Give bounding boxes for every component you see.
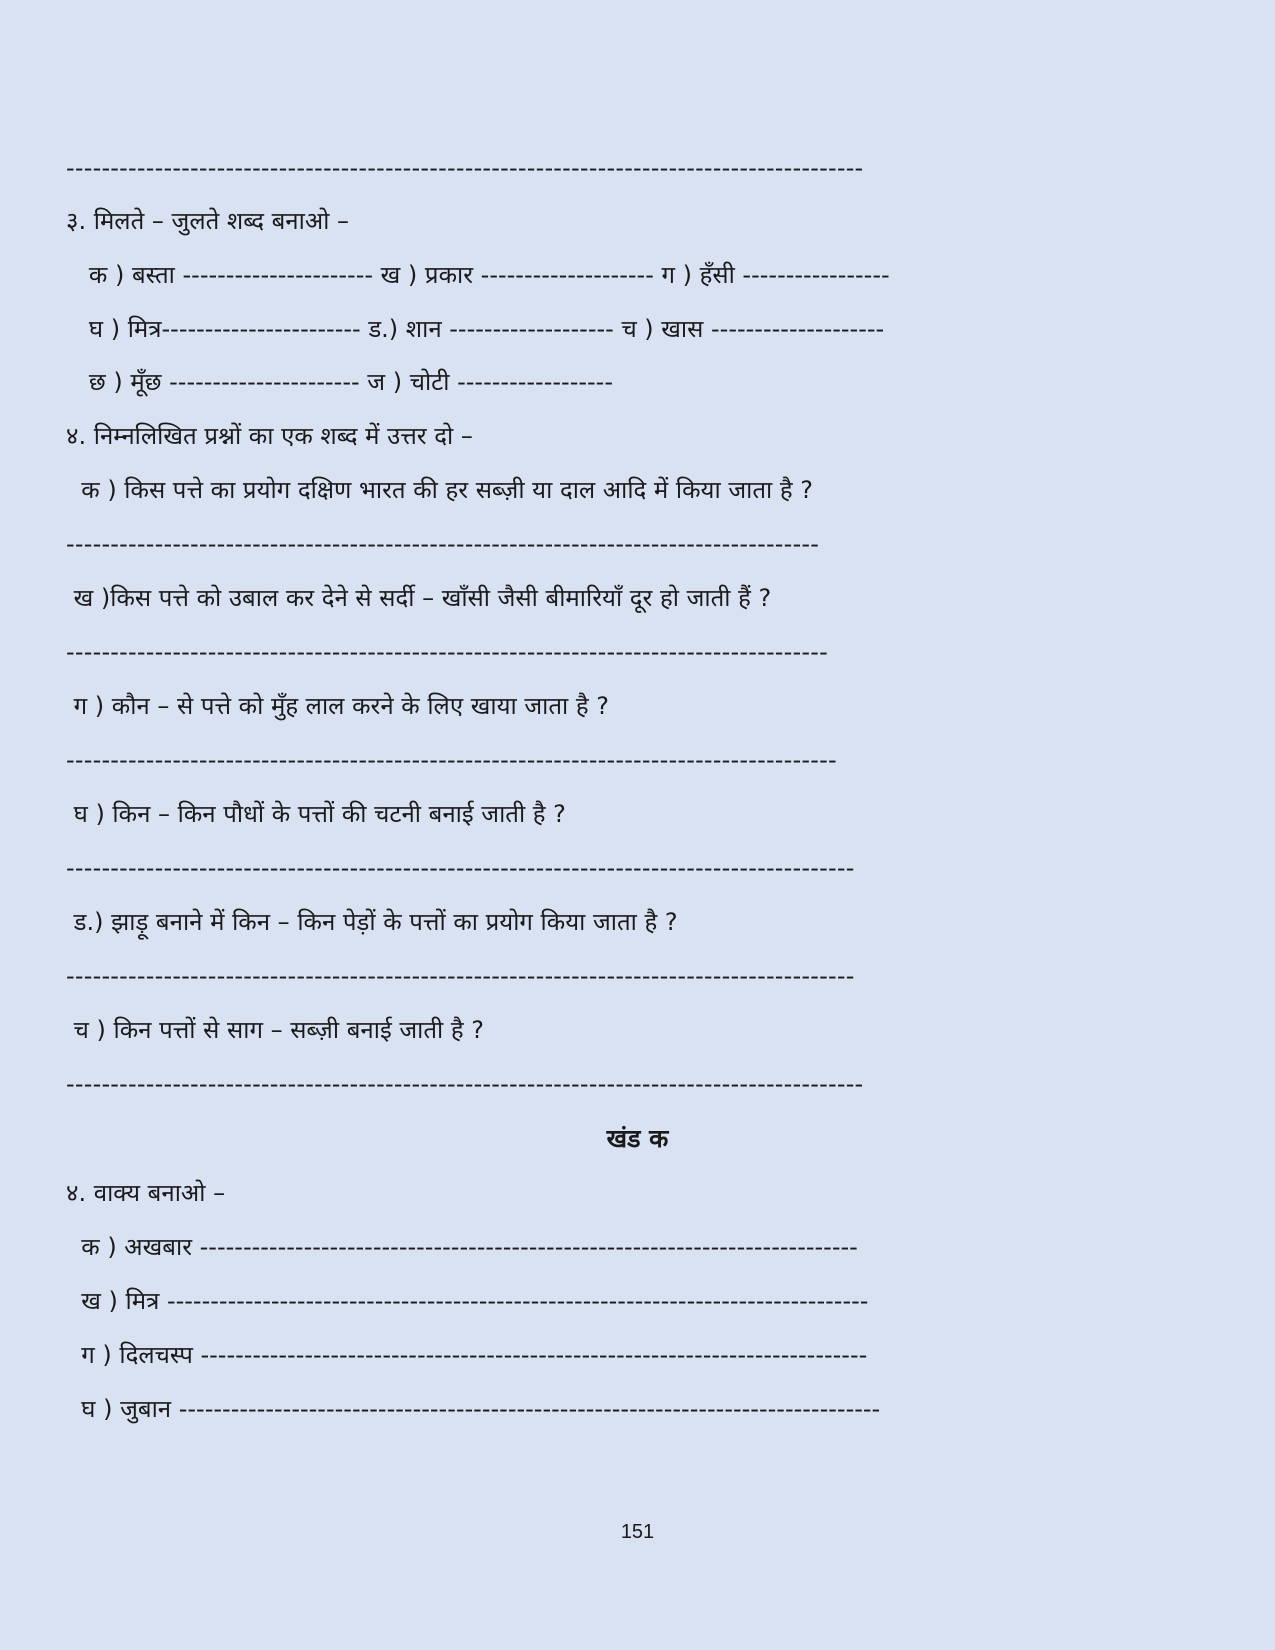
answer-line: ----------------------------------------------------------------------------------------- [66,854,855,882]
question-4-heading: ४. निम्नलिखित प्रश्नों का एक शब्द में उत्तर दो – [66,422,473,450]
sentence-item-b: ख ) मित्र --------------------------------------------------------------------------------- [66,1287,869,1315]
question-3-row-2: घ ) मित्र----------------------- ड.) शान ------------------- च ) खास -------------------- [66,315,885,343]
question-4c: ग ) कौन – से पत्ते को मुँह लाल करने के लिए खाया जाता है ? [66,692,609,720]
question-4e: ड.) झाड़ू बनाने में किन – किन पेड़ों के पत्तों का प्रयोग किया जाता है ? [66,908,678,936]
question-3-row-1: क ) बस्ता ---------------------- ख ) प्रकार -------------------- ग ) हँसी ----------------- [66,261,890,289]
question-3-heading: ३. मिलते – जुलते शब्द बनाओ – [66,207,350,235]
sentence-item-a: क ) अखबार ---------------------------------------------------------------------------- [66,1233,858,1261]
answer-line: ------------------------------------------------------------------------------------------ [66,154,864,182]
answer-line: ------------------------------------------------------------------------------------- [66,530,820,558]
section-title: खंड क [606,1124,669,1153]
question-4a: क ) किस पत्ते का प्रयोग दक्षिण भारत की हर सब्ज़ी या दाल आदि में किया जाता है ? [66,476,813,504]
sentence-item-c: ग ) दिलचस्प ----------------------------------------------------------------------------- [66,1341,868,1369]
question-4d: घ ) किन – किन पौधों के पत्तों की चटनी बनाई जाती है ? [66,800,566,828]
answer-line: --------------------------------------------------------------------------------------- [66,746,837,774]
answer-line: ------------------------------------------------------------------------------------------ [66,1070,864,1098]
answer-line: -------------------------------------------------------------------------------------- [66,638,828,666]
page-number: 151 [620,1521,655,1543]
question-4f: च ) किन पत्तों से साग – सब्ज़ी बनाई जाती है ? [66,1016,485,1044]
sentence-item-d: घ ) जुबान --------------------------------------------------------------------------------- [66,1395,881,1423]
question-3-row-3: छ ) मूँछ ---------------------- ज ) चोटी ------------------ [66,368,613,396]
answer-line: ----------------------------------------------------------------------------------------- [66,962,855,990]
sentence-question-heading: ४. वाक्य बनाओ – [66,1179,226,1207]
question-4b: ख )किस पत्ते को उबाल कर देने से सर्दी – खाँसी जैसी बीमारियाँ दूर हो जाती हैं ? [66,584,772,612]
